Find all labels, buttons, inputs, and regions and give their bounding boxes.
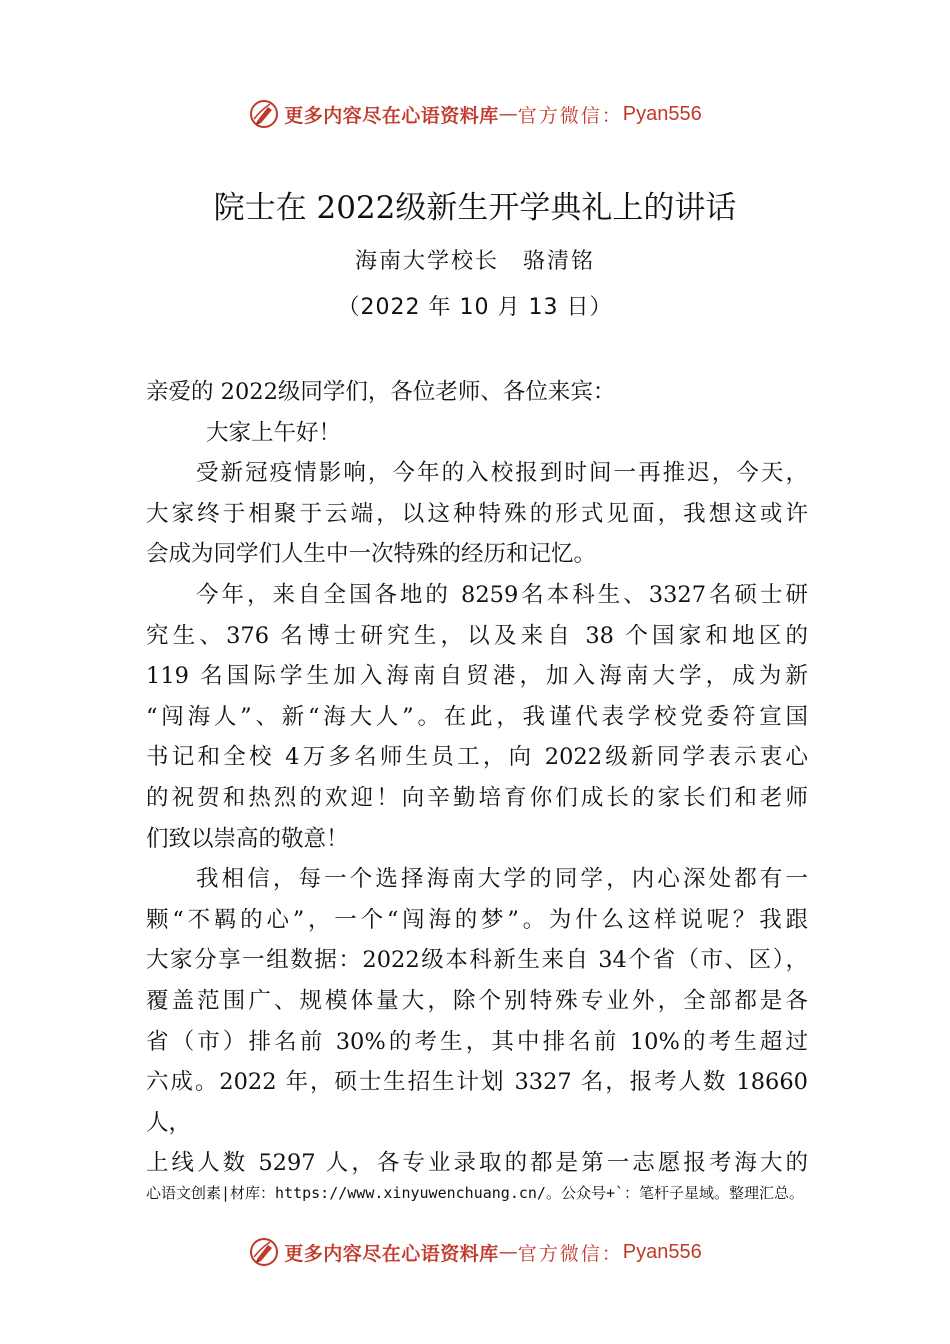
body-line: 究生、376 名博士研究生，以及来自 38 个国家和地区的 [146,622,808,649]
document-title: 院士在 2022级新生开学典礼上的讲话 [213,190,737,226]
document-author: 海南大学校长 骆清铭 [354,249,595,274]
document-body [146,372,808,1184]
document-date: （2022 年 10 月 13 日） [337,295,613,320]
body-line: “闯海人”、新“海大人”。在此，我谨代表学校党委符宣国 [146,703,808,730]
footer-source-note: 心语文创素|材库：https://www.xinyuwenchuang.cn/。公众号+`：笔杆子星域。整理汇总。 [145,1184,805,1202]
banner-separator: — [498,103,518,125]
body-line: 大家终于相聚于云端，以这种特殊的形式见面，我想这或许 [146,500,808,527]
banner-text: 更多内容尽在心语资料库 [284,1242,499,1265]
banner-separator: — [498,1241,518,1263]
body-line: 们致以崇高的敬意！ [146,825,349,852]
body-line: 书记和全校 4万多名师生员工，向 2022级新同学表示衷心 [146,744,808,771]
body-line: 会成为同学们人生中一次特殊的经历和记忆。 [146,541,597,568]
banner-wechat-id: Pyan556 [622,1240,702,1263]
body-line: 省（市）排名前 30%的考生，其中排名前 10%的考生超过 [146,1028,808,1055]
body-line: 上线人数 5297 人，各专业录取的都是第一志愿报考海大的 [146,1150,808,1177]
banner-text: 更多内容尽在心语资料库 [284,104,499,127]
body-line: 六成。2022 年，硕士生招生计划 3327 名，报考人数 18660 [146,1069,808,1096]
body-line: 大家分享一组数据：2022级本科新生来自 34个省（市、区）， [146,947,808,974]
body-line: 我相信，每一个选择海南大学的同学，内心深处都有一 [196,866,808,893]
footer-banner [0,1232,950,1272]
banner-wechat-id: Pyan556 [622,102,702,125]
pen-logo-icon [248,98,280,130]
body-line: 颗“不羁的心”，一个“闯海的梦”。为什么这样说呢？我跟 [146,906,808,933]
header-banner [0,94,950,134]
pen-logo-icon [248,1236,280,1268]
banner-wechat-label: 官方微信： [517,1242,623,1265]
body-line: 的祝贺和热烈的欢迎！向辛勤培育你们成长的家长们和老师 [146,784,808,811]
body-line: 覆盖范围广、规模体量大，除个别特殊专业外，全部都是各 [146,987,808,1014]
body-line: 今年，来自全国各地的 8259名本科生、3327名硕士研 [196,581,808,608]
body-line: 亲爱的 2022级同学们，各位老师、各位来宾： [146,379,616,405]
body-line: 119 名国际学生加入海南自贸港，加入海南大学，成为新 [146,663,808,690]
banner-wechat-label: 官方微信： [517,104,623,127]
body-line: 大家上午好！ [206,419,342,446]
body-line: 人， [146,1109,192,1136]
body-line: 受新冠疫情影响，今年的入校报到时间一再推迟，今天， [196,460,808,487]
